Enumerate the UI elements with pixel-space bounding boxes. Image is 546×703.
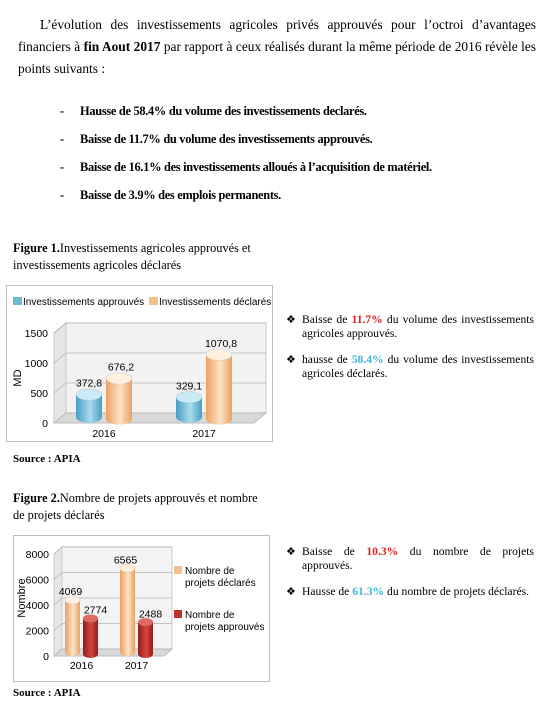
y-tick-label: 500 xyxy=(30,388,48,400)
legend-label-approuves: Nombre de xyxy=(185,610,235,621)
data-label: 6565 xyxy=(113,554,138,567)
data-label: 2488 xyxy=(138,608,163,621)
figure1-source: Source : APIA xyxy=(13,453,81,465)
legend-label-declares: projets déclarés xyxy=(185,578,256,589)
data-label: 1070,8 xyxy=(204,337,238,350)
legend-swatch-approuves xyxy=(174,610,182,618)
y-tick-label: 0 xyxy=(42,418,48,430)
data-label: 372,8 xyxy=(75,377,103,390)
figure2-notes xyxy=(278,545,534,611)
x-tick-label: 2016 xyxy=(92,428,116,440)
bar-approuves-2017 xyxy=(138,618,153,658)
legend-swatch-declares xyxy=(149,297,158,305)
x-tick-label: 2016 xyxy=(69,660,94,672)
bar-declares-2016-body xyxy=(65,600,80,656)
figure1-notes xyxy=(278,313,534,393)
bar-declares-2017-body xyxy=(206,355,232,425)
bar-approuves-2016-body xyxy=(83,619,98,658)
note-item: ❖ hausse de 58.4% du volume des investissements agricoles déclarés. xyxy=(286,353,534,380)
figure1-chart xyxy=(6,285,273,442)
bullet-item: - Baisse de 3.9% des emplois permanents. xyxy=(60,188,281,202)
intro-text-2: par rapport à ceux réalisés durant la même période de 2016 révèle les points suivants : xyxy=(18,39,536,76)
bar-declares-2016-body xyxy=(106,378,132,424)
intro-text-1: L’évolution des investissements agricoles privés approuvés pour l’octroi d’avantages financiers à xyxy=(18,17,536,54)
bar-declares-2016-top xyxy=(106,373,132,384)
diamond-bullet-icon: ❖ xyxy=(286,546,296,558)
figure2-chart xyxy=(13,535,270,682)
intro-period: fin Aout 2017 xyxy=(83,39,161,54)
note-item: ❖ Baisse de 10.3% du nombre de projets approuvés. xyxy=(286,545,534,572)
intro-paragraph xyxy=(18,14,536,80)
figure2-caption: Figure 2.Nombre de projets approuvés et nombre de projets déclarés xyxy=(13,491,258,522)
data-label: 4069 xyxy=(58,586,83,599)
bar-declares-2017-body xyxy=(120,568,135,656)
bullet-item: - Baisse de 11.7% du volume des investissements approuvés. xyxy=(60,132,373,146)
y-tick-label: 1000 xyxy=(24,358,48,370)
figure2-source: Source : APIA xyxy=(13,687,81,699)
y-tick-label: 1500 xyxy=(24,328,48,340)
bar-declares-2016 xyxy=(106,373,132,425)
note-item: ❖ Baisse de 11.7% du volume des investissements agricoles approuvés. xyxy=(286,313,534,340)
legend-swatch-declares xyxy=(174,566,182,574)
y-tick-label: 8000 xyxy=(25,549,49,561)
bar-approuves-2017-body xyxy=(138,622,153,658)
bullet-item: - Hausse de 58.4% du volume des investissements declarés. xyxy=(60,104,367,118)
bar-declares-2016 xyxy=(65,596,80,656)
bar-approuves-2017 xyxy=(176,392,202,423)
legend-label-approuves: projets approuvés xyxy=(185,622,265,633)
plot-side-wall xyxy=(54,323,66,423)
x-tick-label: 2017 xyxy=(124,660,149,672)
bar-approuves-2017-top xyxy=(176,392,202,403)
data-label: 676,2 xyxy=(107,361,135,374)
y-tick-label: 6000 xyxy=(25,574,49,587)
bar-approuves-2016-top xyxy=(76,389,102,400)
legend-label-declares: Investissements déclarés xyxy=(159,297,272,308)
y-tick-label: 2000 xyxy=(25,625,49,638)
legend-label-declares: Nombre de xyxy=(185,566,235,577)
y-tick-label: 0 xyxy=(43,651,49,663)
diamond-bullet-icon: ❖ xyxy=(286,586,296,598)
y-tick-label: 4000 xyxy=(25,600,49,612)
bullet-item: - Baisse de 16.1% des investissements alloués à l’acquisition de matériel. xyxy=(60,160,432,174)
chart2-svg xyxy=(14,536,269,681)
y-axis-label: Nombre xyxy=(16,578,28,618)
figure1-caption: Figure 1.Investissements agricoles approuvés et investissements agricoles déclarés xyxy=(13,241,251,272)
legend-swatch-approuves xyxy=(13,297,22,305)
bar-approuves-2016 xyxy=(76,389,102,423)
data-label: 2774 xyxy=(83,604,108,617)
y-axis-label: MD xyxy=(12,369,24,387)
summary-bullets xyxy=(60,104,432,216)
bar-approuves-2016 xyxy=(83,615,98,658)
data-label: 329,1 xyxy=(175,380,203,393)
bar-declares-2017 xyxy=(120,564,135,656)
chart1-svg xyxy=(7,286,272,441)
diamond-bullet-icon: ❖ xyxy=(286,314,296,326)
note-item: ❖ Hausse de 61.3% du nombre de projets déclarés. xyxy=(286,585,529,598)
diamond-bullet-icon: ❖ xyxy=(286,354,296,366)
legend-label-approuves: Investissements approuvés xyxy=(23,297,145,308)
x-tick-label: 2017 xyxy=(192,428,216,440)
bar-declares-2017 xyxy=(206,349,232,425)
bar-declares-2017-top xyxy=(206,349,232,360)
